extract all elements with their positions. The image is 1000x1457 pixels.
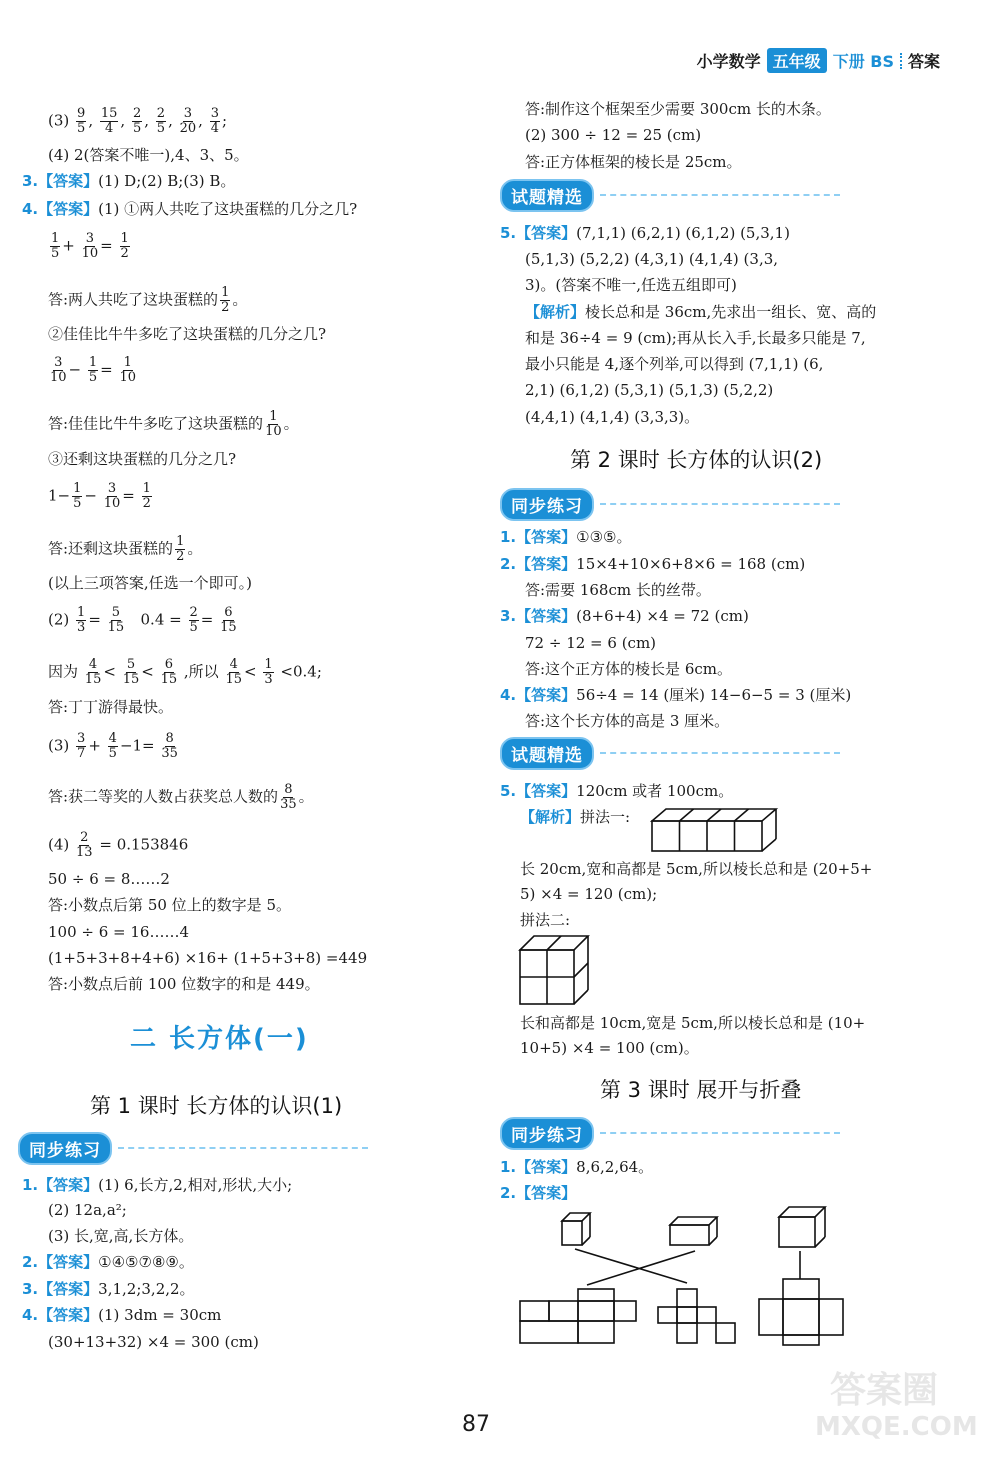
lesson-3-title: 第 3 课时 展开与折叠 [600,1078,802,1102]
lesson-1-title: 第 1 课时 长方体的认识(1) [90,1094,343,1118]
question-b: ②佳佳比牛牛多吃了这块蛋糕的几分之几? [48,325,327,343]
sync-answer-4: 4.【答案】(1) 3dm = 30cm [22,1306,222,1324]
answer-line-5: 答:获二等奖的人数占获奖总人数的 $\frac{8}{35}$ 。 [48,782,314,812]
equation-2: $\frac{3}{10}$ − $\frac{1}{5}$ = $\frac{1}{10}$ [50,355,137,385]
lesson2-answer-5: 5.【答案】120cm 或者 100cm。 [500,782,734,800]
note: (以上三项答案,任选一个即可。) [48,574,252,592]
fraction: $\frac{2}{5}$ [132,106,142,136]
calc-line-b: 答:小数点后第 50 位上的数字是 5。 [48,896,291,914]
calc-line-d: (1+5+3+8+4+6) ×16+ (1+5+3+8) =449 [48,949,368,967]
header-subject: 小学数学 [696,52,761,71]
part-4-equation: (4) $\frac{2}{13}$ = 0.153846 [48,830,189,860]
fraction: $\frac{2}{5}$ [156,106,166,136]
answer-4: 4.【答案】(1) ①两人共吃了这块蛋糕的几分之几? [22,200,358,218]
method-1-text-b: 5) ×4 = 120 (cm); [520,885,658,903]
analysis-5h: (4,4,1) (4,1,4) (3,3,3)。 [525,408,700,426]
left-line-4: (4) 2(答案不唯一),4、3、5。 [48,146,249,164]
sync-practice-badge-3: 同步练习 [500,1118,840,1148]
lesson2-answer-1: 1.【答案】①③⑤。 [500,528,632,546]
fraction: $\frac{3}{4}$ [210,106,219,136]
header-kind: 答案 [907,52,940,71]
method-2-text-b: 10+5) ×4 = 100 (cm)。 [520,1039,699,1057]
selected-problems-badge: 试题精选 [500,180,840,210]
watermark-url: MXQE.COM [815,1412,978,1442]
sync-answer-1b: (2) 12a,a²; [48,1201,127,1219]
right-line-2: (2) 300 ÷ 12 = 25 (cm) [525,126,702,144]
analysis-5e: 和是 36÷4 = 9 (cm);再从长入手,长最多只能是 7, [525,329,866,347]
part-2-equation: (2) $\frac{1}{3}$ = $\frac{5}{15}$ 0.4 = $\frac{2}{5}$ = $\frac{6}{15}$ [48,605,237,635]
analysis-method-1: 【解析】拼法一: [520,808,631,826]
answer-line-4: 答:丁丁游得最快。 [48,698,174,716]
answer-line-1: 答:两人共吃了这块蛋糕的 $\frac{1}{2}$ 。 [48,285,248,315]
fraction: $\frac{15}{4}$ [100,106,118,136]
lesson2-answer-3: 3.【答案】(8+6+4) ×4 = 72 (cm) [500,607,749,625]
watermark-logo: 答案圈 [830,1370,939,1411]
page-header [697,48,940,73]
selected-problems-badge-2: 试题精选 [500,738,840,768]
sync-answer-1: 1.【答案】(1) 6,长方,2,相对,形状,大小; [22,1176,293,1194]
method-2-text: 长和高都是 10cm,宽是 5cm,所以棱长总和是 (10+ [520,1014,866,1032]
sync-practice-badge: 同步练习 [18,1133,368,1163]
right-line-3: 答:正方体框架的棱长是 25cm。 [525,153,742,171]
lesson2-answer-2: 2.【答案】15×4+10×6+8×6 = 168 (cm) [500,555,806,573]
fraction: $\frac{3}{20}$ [179,106,197,136]
selected-answer-5: 5.【答案】(7,1,1) (6,2,1) (6,1,2) (5,3,1) [500,224,790,242]
answer-line-2: 答:佳佳比牛牛多吃了这块蛋糕的 $\frac{1}{10}$ 。 [48,409,299,439]
calc-line-e: 答:小数点后前 100 位数字的和是 449。 [48,975,320,993]
sync-answer-2: 2.【答案】①④⑤⑦⑧⑨。 [22,1253,194,1271]
equation-3: 1− $\frac{1}{5}$ − $\frac{3}{10}$ = $\frac{1}{2}$ [48,481,151,511]
lesson2-answer-4b: 答:这个长方体的高是 3 厘米。 [525,712,730,730]
selected-answer-5b: (5,1,3) (5,2,2) (4,3,1) (4,1,4) (3,3, [525,250,779,268]
chapter-title: 二 长方体(一) [130,1024,309,1054]
because-line: 因为 $\frac{4}{15}$ < $\frac{5}{15}$ < $\frac{6}{15}$ ,所以 $\frac{4}{15}$ < $\frac{1}{3}$ <0.4; [48,657,322,687]
selected-answer-5c: 3)。(答案不唯一,任选五组即可) [525,276,737,294]
analysis-5g: 2,1) (6,1,2) (5,3,1) (5,1,3) (5,2,2) [525,381,774,399]
lesson3-answer-2: 2.【答案】 [500,1184,577,1202]
answer-line-3: 答:还剩这块蛋糕的 $\frac{1}{2}$ 。 [48,534,203,564]
left-line-3-fractions: (3) $\frac{9}{5}$ , $\frac{15}{4}$ , $\frac{2}{5}$ , $\frac{2}{5}$ , $\frac{3}{20}$ , $\frac{3}{4}$ ; [48,106,228,136]
lesson2-answer-3c: 答:这个正方体的棱长是 6cm。 [525,660,732,678]
header-volume: 下册 BS [832,52,894,71]
right-line-1: 答:制作这个框架至少需要 300cm 长的木条。 [525,100,831,118]
method-2-label: 拼法二: [520,911,571,929]
analysis-5f: 最小只能是 4,逐个列举,可以得到 (7,1,1) (6, [525,355,824,373]
equation-1: $\frac{1}{5}$ + $\frac{3}{10}$ = $\frac{1}{2}$ [51,231,129,261]
calc-line-c: 100 ÷ 6 = 16……4 [48,923,190,941]
four-cubes-row-diagram [650,805,780,853]
lesson-2-title: 第 2 课时 长方体的认识(2) [570,448,823,472]
square-cubes-diagram [518,934,590,1006]
sync-answer-4b: (30+13+32) ×4 = 300 (cm) [48,1333,259,1351]
header-divider [900,53,902,69]
lesson2-answer-2b: 答:需要 168cm 长的丝带。 [525,581,711,599]
sync-practice-badge-2: 同步练习 [500,489,840,519]
fraction: $\frac{9}{5}$ [77,106,86,136]
sync-answer-3: 3.【答案】3,1,2;3,2,2。 [22,1280,195,1298]
sync-answer-1c: (3) 长,宽,高,长方体。 [48,1227,194,1245]
item-label: (3) [48,111,70,130]
calc-line-a: 50 ÷ 6 = 8……2 [48,870,170,888]
answer-3: 3.【答案】(1) D;(2) B;(3) B。 [22,172,236,190]
part-3-equation: (3) $\frac{3}{7}$ + $\frac{4}{5}$ −1= $\frac{8}{35}$ [48,731,178,761]
lesson2-answer-4: 4.【答案】56÷4 = 14 (厘米) 14−6−5 = 3 (厘米) [500,686,852,704]
analysis-5: 【解析】棱长总和是 36cm,先求出一组长、宽、高的 [525,303,877,321]
lesson2-answer-3b: 72 ÷ 12 = 6 (cm) [525,634,657,652]
lesson3-answer-1: 1.【答案】8,6,2,64。 [500,1158,654,1176]
method-1-text: 长 20cm,宽和高都是 5cm,所以棱长总和是 (20+5+ [520,860,873,878]
page-number: 87 [462,1412,490,1437]
net-matching-diagram [515,1205,845,1347]
header-grade: 五年级 [767,48,827,73]
question-c: ③还剩这块蛋糕的几分之几? [48,450,237,468]
